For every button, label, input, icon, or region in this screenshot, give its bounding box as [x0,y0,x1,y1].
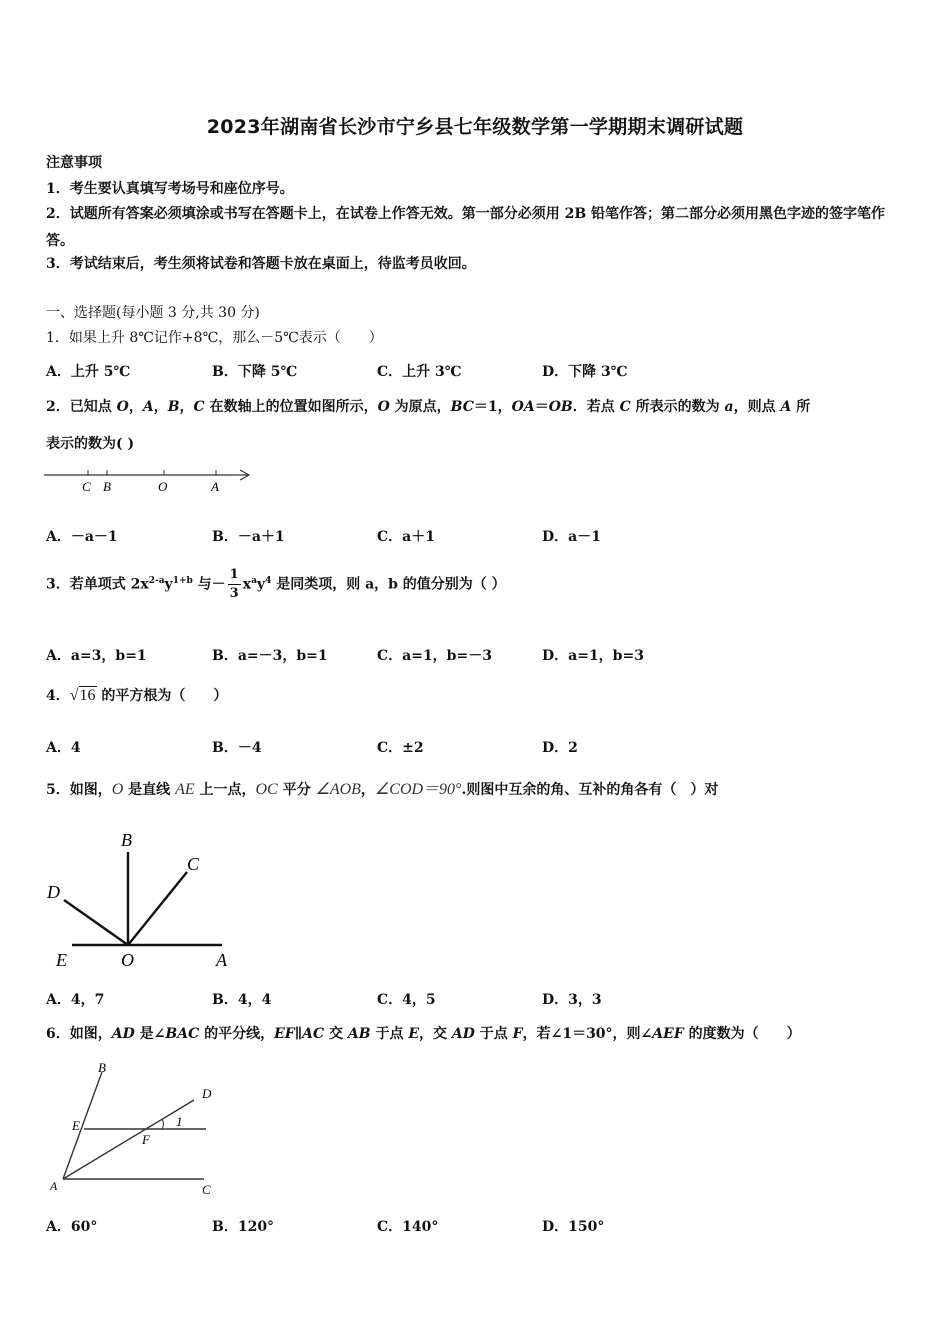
angle-1-arc [162,1119,164,1129]
parallel-lines-figure [44,1058,224,1202]
label-c: C [82,479,91,494]
question-4-option-d[interactable]: D．2 [542,740,578,756]
question-1-option-b[interactable]: B．下降 5℃ [212,364,298,380]
label-o: O [158,479,168,494]
label-b: B [103,479,111,494]
label-f: F [142,1132,150,1147]
question-5-option-d[interactable]: D．3，3 [542,992,602,1008]
section-heading: 一、选择题(每小题 3 分,共 30 分) [46,305,260,321]
question-1-stem: 1．如果上升 8℃记作+8℃，那么－5℃表示（ ） [46,330,383,346]
fraction-one-third: $\frac{1}{3}$ [229,567,239,601]
number-line-figure [44,462,256,498]
ray-oc [128,872,187,945]
label-e: E [72,1118,80,1133]
ray-od [64,900,128,945]
notice-heading: 注意事项 [46,155,102,171]
question-3-option-c[interactable]: C．a=1，b=－3 [377,648,492,664]
question-4-stem: 4．√16 的平方根为（ ） [46,687,228,704]
sqrt-icon: √16 [69,687,96,704]
question-5-stem: 5．如图，O 是直线 AE 上一点，OC 平分 ∠AOB，∠COD＝90°.则图中互余的角、互补的角各有（ ）对 [46,781,719,798]
question-5-option-b[interactable]: B．4，4 [212,992,272,1008]
label-c: C [187,854,200,874]
label-a: A [216,950,227,970]
question-1-option-d[interactable]: D．下降 3℃ [542,364,628,380]
notice-item-1: 1．考生要认真填写考场号和座位序号。 [46,181,294,197]
question-2-stem-line-2: 表示的数为( ) [46,436,135,452]
question-2-stem-line-1: 2．已知点 O，A，B，C 在数轴上的位置如图所示，O 为原点，BC＝1，OA＝OB．若点 C 所表示的数为 a，则点 A 所 [46,399,811,415]
question-2-option-a[interactable]: A．－a－1 [46,529,118,545]
question-6-stem: 6．如图，AD 是∠BAC 的平分线，EF∥AC 交 AB 于点 E，交 AD 于点 F，若∠1＝30°，则∠AEF 的度数为（ ） [46,1026,801,1042]
question-1-option-c[interactable]: C．上升 3℃ [377,364,462,380]
question-4-options [46,737,906,759]
question-2-option-d[interactable]: D．a－1 [542,529,601,545]
label-o: O [121,950,134,970]
question-6-option-a[interactable]: A．60° [46,1219,98,1235]
question-6-option-c[interactable]: C．140° [377,1219,439,1235]
question-5-option-a[interactable]: A．4，7 [46,992,105,1008]
question-2-options [46,526,906,548]
question-3-option-d[interactable]: D．a=1，b=3 [542,648,644,664]
question-1-options [46,361,906,383]
question-2-option-b[interactable]: B．－a＋1 [212,529,285,545]
label-a: A [50,1179,58,1193]
question-6-options [46,1216,906,1238]
question-3-options [46,645,906,667]
question-1-option-a[interactable]: A．上升 5℃ [46,364,131,380]
question-2-option-c[interactable]: C．a＋1 [377,529,435,545]
label-a: A [211,479,219,494]
line-ab [63,1072,102,1179]
label-b: B [121,830,132,850]
label-d: D [47,882,60,902]
notice-item-3: 3．考试结束后，考生须将试卷和答题卡放在桌面上，待监考员收回。 [46,256,476,272]
question-6-option-b[interactable]: B．120° [212,1219,275,1235]
question-4-option-a[interactable]: A．4 [46,740,81,756]
question-4-option-b[interactable]: B．－4 [212,740,262,756]
label-e: E [56,950,67,970]
notice-item-2: 2．试题所有答案必须填涂或书写在答题卡上，在试卷上作答无效。第一部分必须用 2B 铅笔作答；第二部分必须用黑色字迹的签字笔作答。 [46,206,886,249]
label-c: C [202,1182,211,1197]
question-6-option-d[interactable]: D．150° [542,1219,605,1235]
label-angle-1: 1 [176,1114,183,1129]
question-3-option-a[interactable]: A．a=3，b=1 [46,648,147,664]
angle-figure [44,828,244,974]
line-ad [63,1100,194,1179]
question-5-options [46,989,906,1011]
label-d: D [202,1086,212,1101]
question-3-option-b[interactable]: B．a=－3，b=1 [212,648,328,664]
exam-title: 2023年湖南省长沙市宁乡县七年级数学第一学期期末调研试题 [206,116,744,138]
label-b: B [98,1060,106,1075]
question-3-stem: 3．若单项式 $2x^{2-a}y^{1+b}$ 与－ $\frac{1}{3}$ $x^ay^4$ 是同类项，则 a，b 的值分别为（ ） [46,567,506,601]
question-4-option-c[interactable]: C．±2 [377,740,424,756]
question-5-option-c[interactable]: C．4，5 [377,992,436,1008]
